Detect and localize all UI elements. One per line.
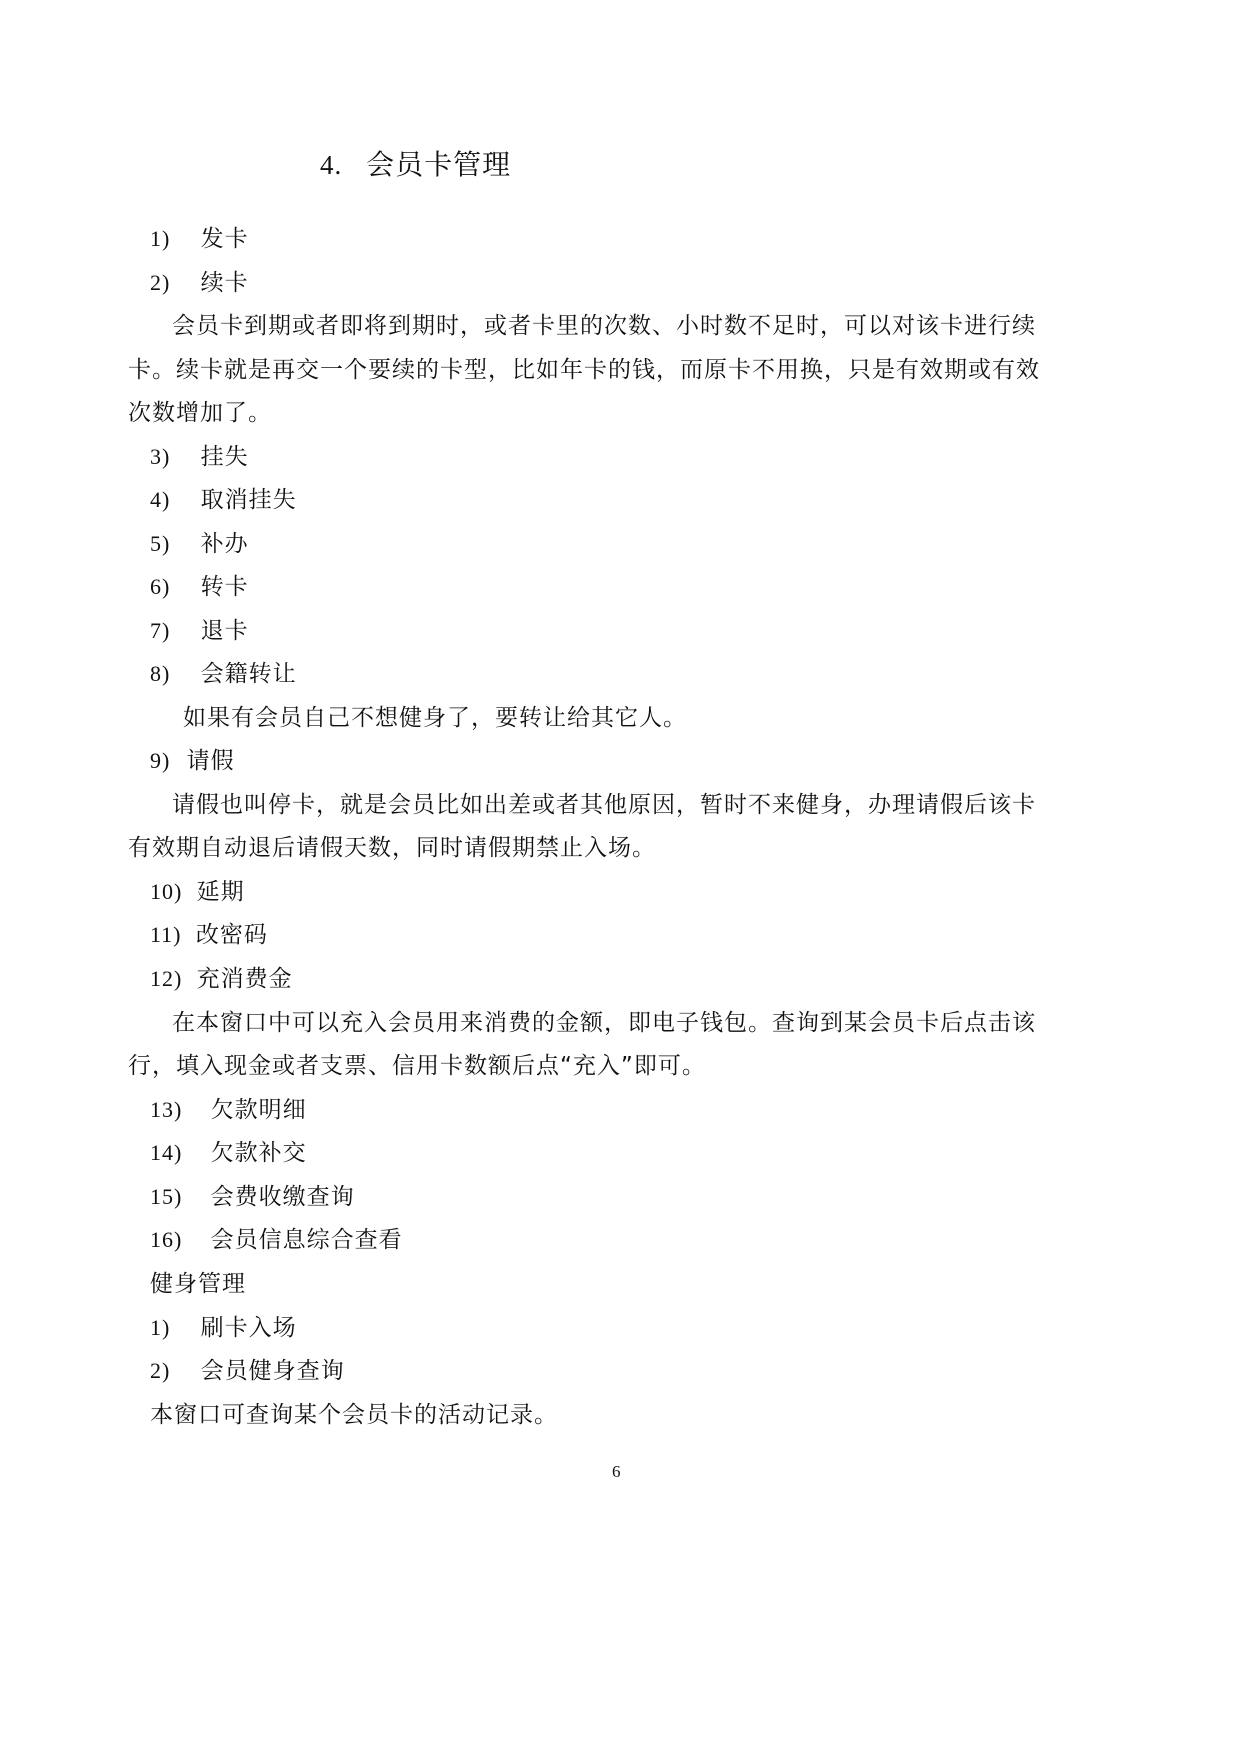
list-item-label: 挂失 — [200, 444, 249, 470]
list-item-label: 会籍转让 — [200, 661, 297, 687]
list-item-number: 16) — [150, 1227, 183, 1252]
paragraph-line: 行，填入现金或者支票、信用卡数额后点“充入”即可。 — [128, 1053, 706, 1079]
list-item-label: 会员健身查询 — [200, 1358, 345, 1384]
section-number: 4. — [320, 150, 343, 180]
list-item-number: 14) — [150, 1140, 183, 1165]
list-item-number: 10) — [150, 879, 183, 904]
list-item — [150, 1225, 403, 1255]
list-item-number: 3) — [150, 444, 171, 469]
list-item-number: 9) — [150, 748, 171, 773]
list-item-number: 5) — [150, 531, 171, 556]
list-item-label: 补办 — [200, 531, 249, 557]
list-item — [150, 877, 245, 907]
paragraph-line: 次数增加了。 — [128, 400, 272, 426]
list-item-number: 1) — [150, 226, 171, 251]
list-item — [150, 1313, 297, 1343]
list-item — [150, 529, 249, 559]
list-item-label: 会员信息综合查看 — [210, 1227, 403, 1253]
section-title: 会员卡管理 — [366, 148, 512, 181]
list-item-number: 1) — [150, 1315, 171, 1340]
paragraph-line: 会员卡到期或者即将到期时，或者卡里的次数、小时数不足时，可以对该卡进行续 — [172, 313, 1036, 339]
list-item-label: 发卡 — [200, 226, 249, 252]
list-item-label: 续卡 — [200, 270, 249, 296]
list-item-number: 2) — [150, 1358, 171, 1383]
list-item-number: 13) — [150, 1097, 183, 1122]
list-item — [150, 442, 249, 472]
list-item-label: 刷卡入场 — [200, 1315, 297, 1341]
list-item-label: 请假 — [186, 748, 235, 774]
list-item — [150, 920, 268, 950]
list-item — [150, 1356, 345, 1386]
list-item — [150, 1182, 355, 1212]
paragraph-line: 有效期自动退后请假天数，同时请假期禁止入场。 — [128, 835, 656, 861]
list-item-number: 4) — [150, 487, 171, 512]
subsection-heading: 健身管理 — [150, 1271, 246, 1297]
paragraph-line: 如果有会员自己不想健身了，要转让给其它人。 — [183, 705, 687, 731]
list-item-label: 退卡 — [200, 618, 249, 644]
page-number: 6 — [612, 1462, 621, 1481]
list-item — [150, 485, 297, 515]
list-item-number: 8) — [150, 661, 171, 686]
paragraph-line: 请假也叫停卡，就是会员比如出差或者其他原因，暂时不来健身，办理请假后该卡 — [172, 792, 1036, 818]
paragraph-line: 卡。续卡就是再交一个要续的卡型，比如年卡的钱，而原卡不用换，只是有效期或有效 — [128, 357, 1040, 383]
list-item-number: 12) — [150, 966, 183, 991]
list-item — [150, 1138, 307, 1168]
list-item — [150, 616, 249, 646]
list-item — [150, 572, 249, 602]
list-item — [150, 964, 293, 994]
list-item-number: 6) — [150, 574, 171, 599]
list-item — [150, 224, 249, 254]
list-item-number: 11) — [150, 922, 182, 947]
list-item-number: 2) — [150, 270, 171, 295]
paragraph-line: 本窗口可查询某个会员卡的活动记录。 — [150, 1402, 558, 1428]
list-item-label: 取消挂失 — [200, 487, 297, 513]
list-item-label: 延期 — [196, 879, 245, 905]
list-item — [150, 268, 249, 298]
list-item-label: 欠款明细 — [210, 1097, 307, 1123]
list-item-label: 改密码 — [195, 922, 268, 948]
list-item-label: 转卡 — [200, 574, 249, 600]
list-item — [150, 659, 297, 689]
list-item — [150, 1095, 307, 1125]
list-item-label: 欠款补交 — [210, 1140, 307, 1166]
list-item-label: 会费收缴查询 — [210, 1184, 355, 1210]
list-item-number: 15) — [150, 1184, 183, 1209]
list-item-number: 7) — [150, 618, 171, 643]
paragraph-line: 在本窗口中可以充入会员用来消费的金额，即电子钱包。查询到某会员卡后点击该 — [172, 1010, 1036, 1036]
section-heading — [320, 147, 511, 183]
list-item-label: 充消费金 — [196, 966, 293, 992]
list-item — [150, 746, 235, 776]
